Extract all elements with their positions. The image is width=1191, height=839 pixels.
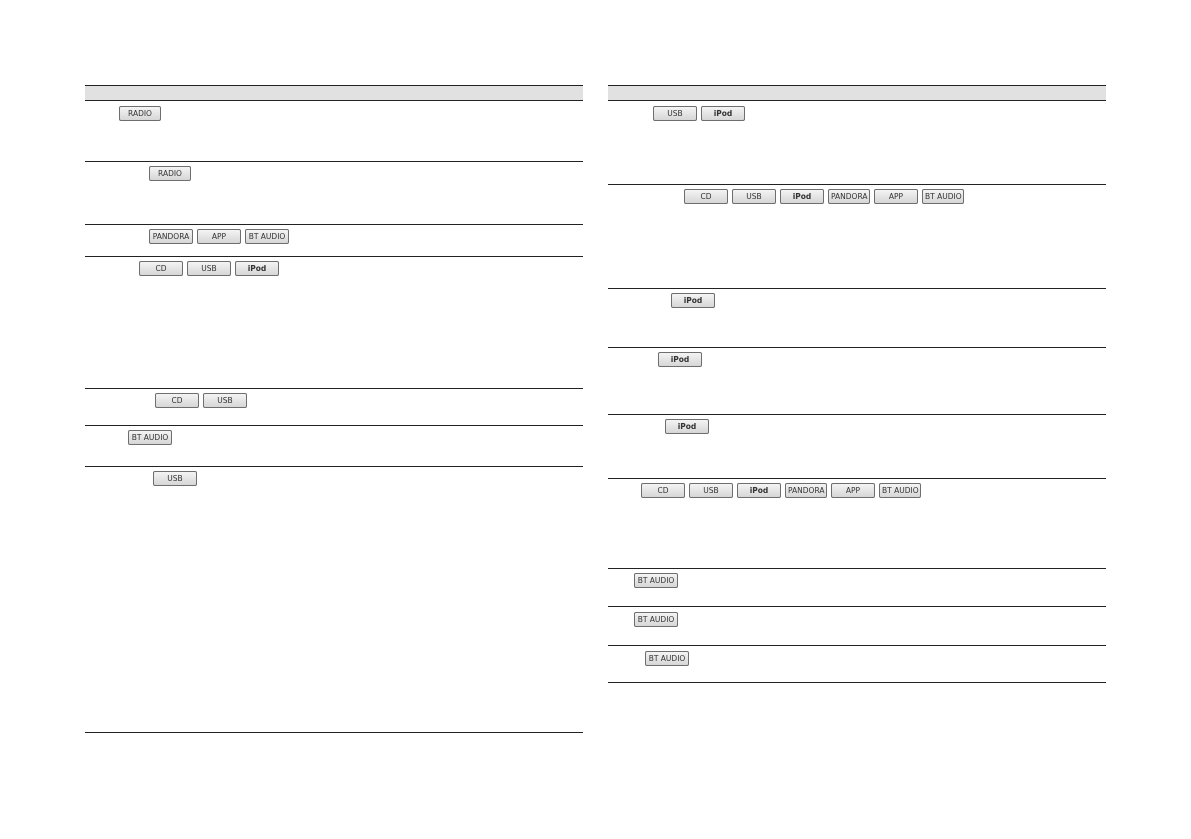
- tag-radio: RADIO: [119, 106, 161, 121]
- tag-bt-audio: BT AUDIO: [645, 651, 689, 666]
- tag-usb: USB: [203, 393, 247, 408]
- right-column: [608, 85, 1106, 683]
- table-row: [608, 607, 1106, 646]
- table-row: [85, 101, 583, 162]
- table-row: [608, 569, 1106, 607]
- table-row: [85, 467, 583, 733]
- tag-bt-audio: BT AUDIO: [879, 483, 921, 498]
- table-row: [608, 646, 1106, 683]
- tag-cd: CD: [155, 393, 199, 408]
- tag-app: APP: [197, 229, 241, 244]
- tag-bt-audio: BT AUDIO: [128, 430, 172, 445]
- tag-cd: CD: [641, 483, 685, 498]
- tag-app: APP: [874, 189, 918, 204]
- tag-ipod: iPod: [671, 293, 715, 308]
- table-row: [85, 162, 583, 225]
- tag-app: APP: [831, 483, 875, 498]
- tag-ipod: iPod: [737, 483, 781, 498]
- tag-bt-audio: BT AUDIO: [245, 229, 289, 244]
- tag-ipod: iPod: [665, 419, 709, 434]
- left-column: [85, 85, 583, 733]
- table-row: [85, 389, 583, 426]
- table-row: [85, 257, 583, 389]
- tag-usb: USB: [653, 106, 697, 121]
- table-row: [85, 426, 583, 467]
- table-row: [608, 101, 1106, 185]
- tag-pandora: PANDORA: [828, 189, 870, 204]
- tag-usb: USB: [153, 471, 197, 486]
- tag-usb: USB: [689, 483, 733, 498]
- tag-ipod: iPod: [780, 189, 824, 204]
- table-row: [608, 348, 1106, 415]
- tag-ipod: iPod: [658, 352, 702, 367]
- tag-radio: RADIO: [149, 166, 191, 181]
- right-column-header: [608, 85, 1106, 101]
- tag-pandora: PANDORA: [785, 483, 827, 498]
- tag-bt-audio: BT AUDIO: [634, 573, 678, 588]
- left-column-header: [85, 85, 583, 101]
- tag-cd: CD: [684, 189, 728, 204]
- table-row: [608, 185, 1106, 289]
- tag-cd: CD: [139, 261, 183, 276]
- tag-ipod: iPod: [701, 106, 745, 121]
- tag-ipod: iPod: [235, 261, 279, 276]
- tag-usb: USB: [732, 189, 776, 204]
- tag-pandora: PANDORA: [149, 229, 193, 244]
- table-row: [85, 225, 583, 257]
- tag-usb: USB: [187, 261, 231, 276]
- table-row: [608, 415, 1106, 479]
- table-row: [608, 289, 1106, 348]
- table-row: [608, 479, 1106, 569]
- tag-bt-audio: BT AUDIO: [922, 189, 964, 204]
- tag-bt-audio: BT AUDIO: [634, 612, 678, 627]
